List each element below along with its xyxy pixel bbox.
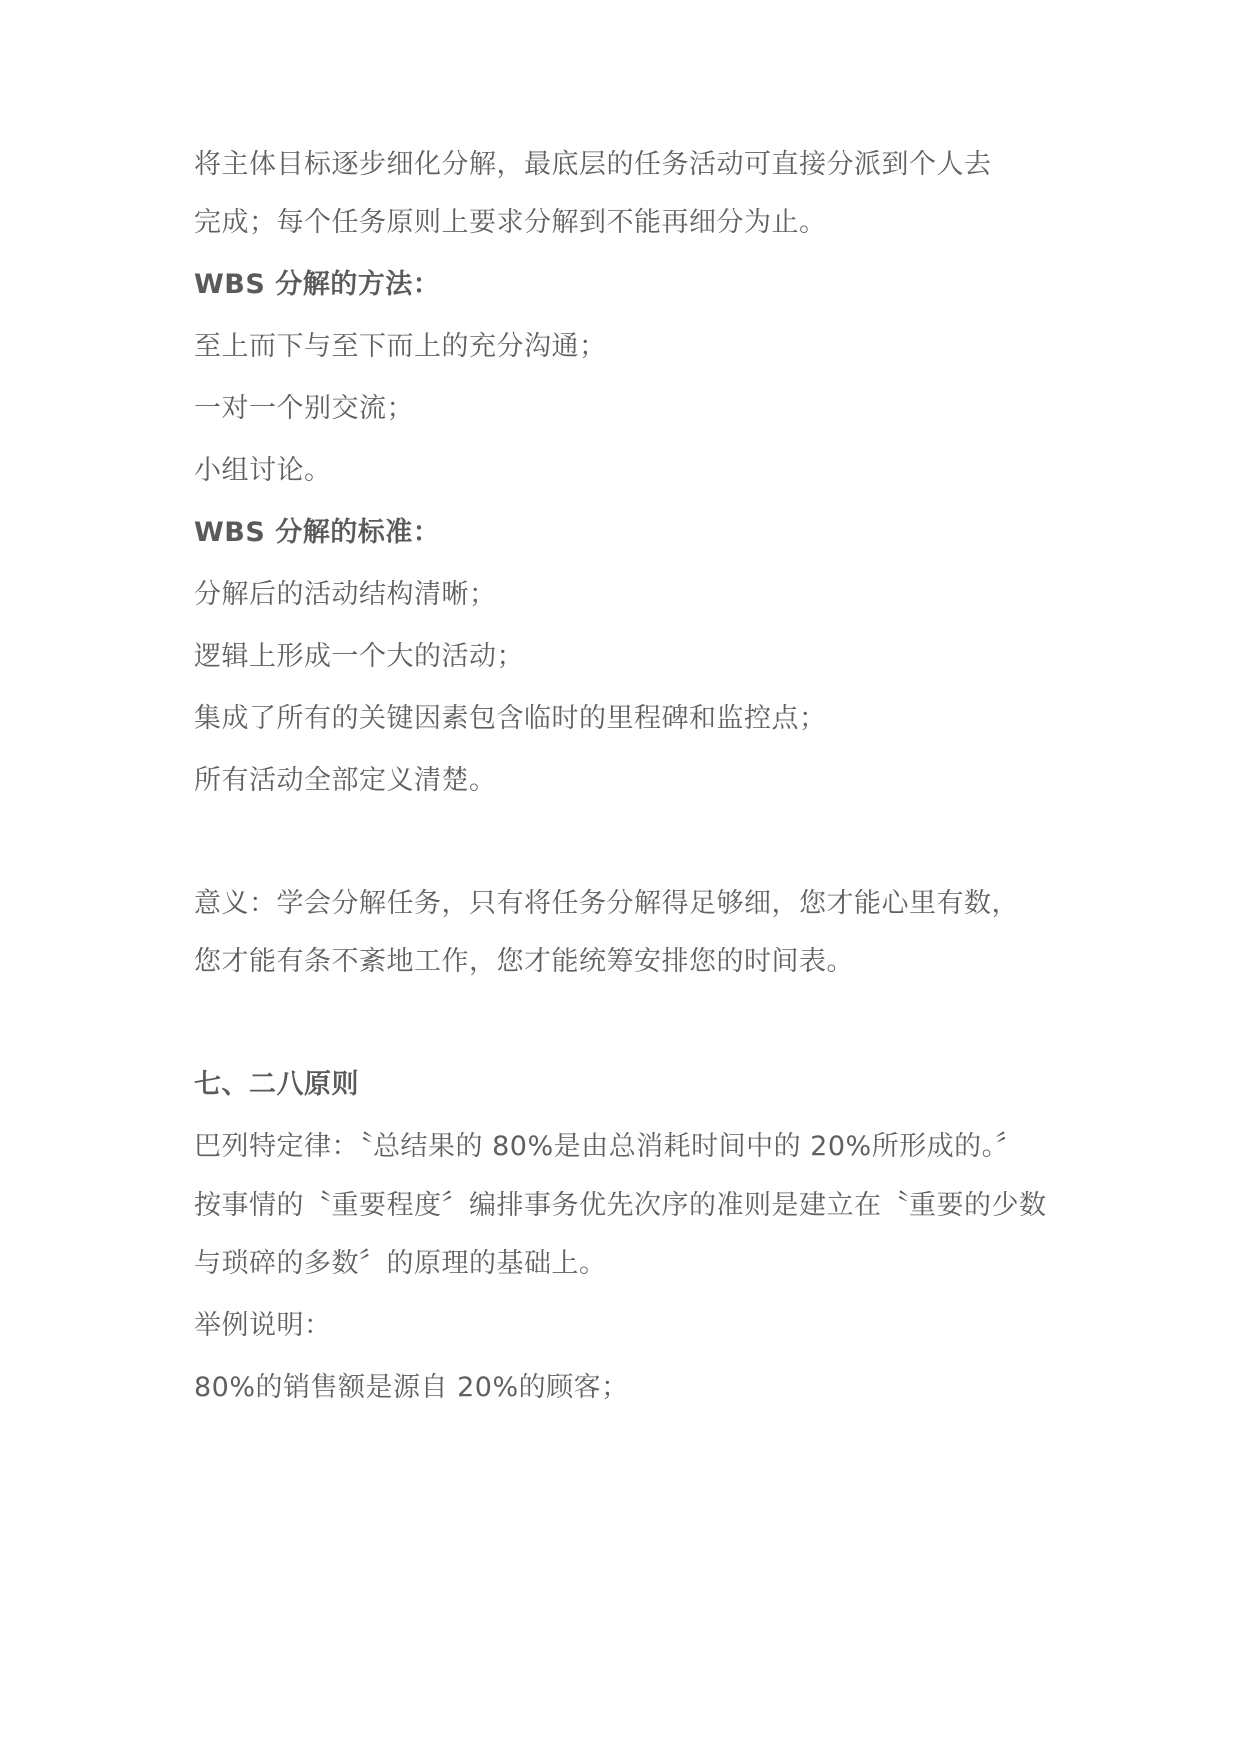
- section-heading: WBS 分解的标准：: [194, 517, 441, 548]
- list-item: 一对一个别交流；: [194, 393, 414, 424]
- list-item: 集成了所有的关键因素包含临时的里程碑和监控点；: [194, 703, 827, 734]
- body-paragraph-line: 按事情的〝重要程度〞编排事务优先次序的准则是建立在〝重要的少数: [194, 1190, 1047, 1221]
- section-heading: WBS 分解的方法：: [194, 269, 441, 300]
- body-paragraph-line: 您才能有条不紊地工作，您才能统筹安排您的时间表。: [194, 946, 854, 977]
- list-item: 逻辑上形成一个大的活动；: [194, 641, 524, 672]
- list-item: 分解后的活动结构清晰；: [194, 579, 497, 610]
- body-paragraph-line: 意义：学会分解任务，只有将任务分解得足够细，您才能心里有数，: [194, 888, 1019, 919]
- list-item: 80%的销售额是源自 20%的顾客；: [194, 1372, 629, 1403]
- body-paragraph-line: 巴列特定律：〝总结果的 80%是由总消耗时间中的 20%所形成的。〞: [194, 1131, 1024, 1162]
- list-item: 至上而下与至下而上的充分沟通；: [194, 331, 607, 362]
- body-paragraph-line: 将主体目标逐步细化分解，最底层的任务活动可直接分派到个人去: [194, 149, 992, 180]
- body-paragraph-line: 完成；每个任务原则上要求分解到不能再细分为止。: [194, 207, 827, 238]
- body-paragraph-line: 与琐碎的多数〞的原理的基础上。: [194, 1248, 607, 1279]
- chapter-heading: 七、二八原则: [194, 1069, 359, 1100]
- list-item: 所有活动全部定义清楚。: [194, 765, 497, 796]
- body-paragraph-line: 举例说明：: [194, 1310, 332, 1341]
- list-item: 小组讨论。: [194, 455, 332, 486]
